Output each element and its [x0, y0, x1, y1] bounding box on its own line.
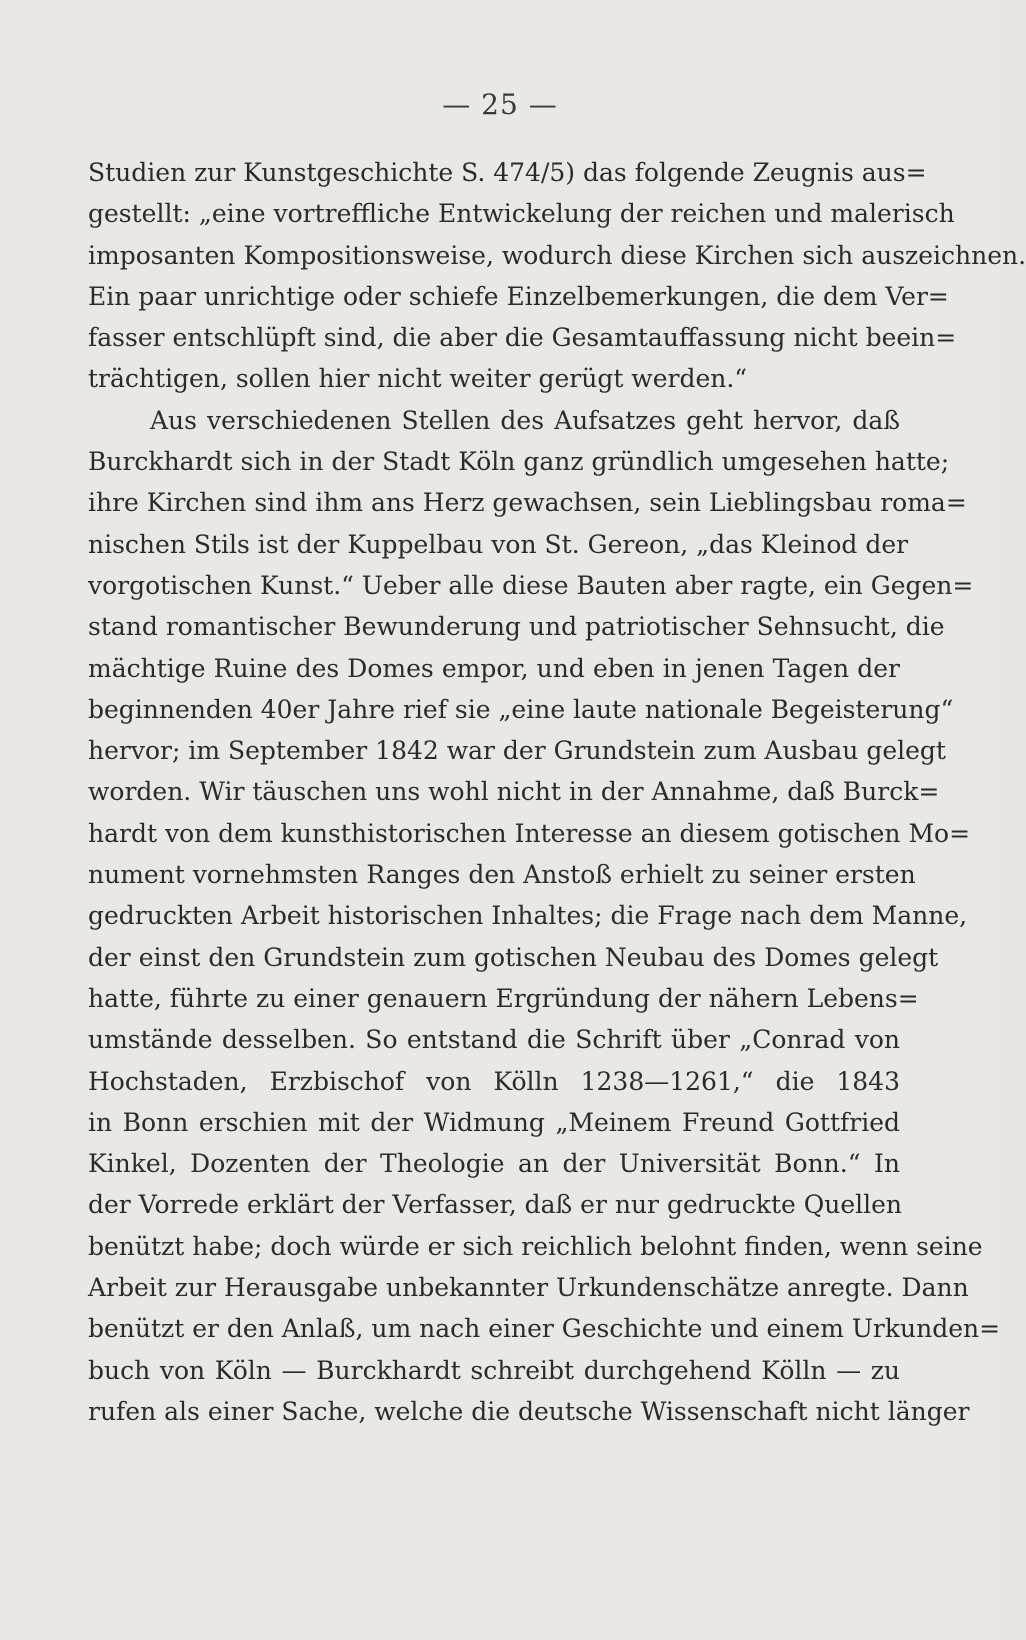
text-line: Studien zur Kunstgeschichte S. 474/5) das folgende Zeugnis aus=: [88, 158, 927, 187]
text-line: der Vorrede erklärt der Verfasser, daß er nur gedruckte Quellen: [88, 1190, 903, 1220]
text-line: fasser entschlüpft sind, die aber die Gesamtauffassung nicht beein=: [88, 323, 957, 353]
text-line: der einst den Grundstein zum gotischen Neubau des Domes gelegt: [88, 942, 939, 972]
text-line: beginnenden 40er Jahre rief sie „eine laute nationale Begeisterung“: [88, 694, 954, 724]
text-line: Arbeit zur Herausgabe unbekannter Urkundenschätze anregte. Dann: [88, 1273, 969, 1303]
text-line: Ein paar unrichtige oder schiefe Einzelbemerkungen, die dem Ver=: [88, 281, 949, 311]
text-line: hatte, führte zu einer genauern Ergründung der nähern Lebens=: [88, 983, 919, 1013]
text-line: Kinkel, Dozenten der Theologie an der Universität Bonn.“ In: [88, 1149, 900, 1179]
text-line: nument vornehmsten Ranges den Anstoß erhielt zu seiner ersten: [88, 860, 916, 890]
text-line: stand romantischer Bewunderung und patriotischer Sehnsucht, die: [88, 612, 945, 642]
text-line: ihre Kirchen sind ihm ans Herz gewachsen, sein Lieblingsbau roma=: [88, 488, 967, 518]
text-line: gestellt: „eine vortreffliche Entwickelung der reichen und malerisch: [88, 199, 955, 229]
text-line: Hochstaden, Erzbischof von Kölln 1238—1261,“ die 1843: [88, 1066, 900, 1096]
text-line: imposanten Kompositionsweise, wodurch diese Kirchen sich auszeichnen.: [88, 240, 1026, 270]
text-line: rufen als einer Sache, welche die deutsche Wissenschaft nicht länger: [88, 1396, 970, 1426]
text-line: gedruckten Arbeit historischen Inhaltes; die Frage nach dem Manne,: [88, 901, 968, 931]
text-line: hervor; im September 1842 war der Grundstein zum Ausbau gelegt: [88, 736, 946, 766]
text-line: buch von Köln — Burckhardt schreibt durchgehend Kölln — zu: [88, 1355, 900, 1385]
page-number: — 25 —: [442, 88, 558, 121]
text-line: mächtige Ruine des Domes empor, und eben in jenen Tagen der: [88, 653, 900, 683]
text-line: benützt er den Anlaß, um nach einer Geschichte und einem Urkunden=: [88, 1314, 1001, 1344]
text-line: in Bonn erschien mit der Widmung „Meinem Freund Gottfried: [88, 1107, 900, 1137]
text-line: umstände desselben. So entstand die Schrift über „Conrad von: [88, 1025, 900, 1055]
text-line: worden. Wir täuschen uns wohl nicht in der Annahme, daß Burck=: [88, 777, 940, 807]
text-line: trächtigen, sollen hier nicht weiter gerügt werden.“: [88, 364, 748, 394]
text-line: nischen Stils ist der Kuppelbau von St. Gereon, „das Kleinod der: [88, 529, 909, 559]
text-line: hardt von dem kunsthistorischen Interesse an diesem gotischen Mo=: [88, 818, 971, 848]
body-text: [88, 152, 1026, 1432]
text-line: Aus verschiedenen Stellen des Aufsatzes geht hervor, daß: [150, 405, 900, 435]
text-line: benützt habe; doch würde er sich reichlich belohnt finden, wenn seine: [88, 1231, 983, 1261]
text-line: vorgotischen Kunst.“ Ueber alle diese Bauten aber ragte, ein Gegen=: [88, 570, 974, 600]
text-line: Burckhardt sich in der Stadt Köln ganz gründlich umgesehen hatte;: [88, 447, 950, 477]
